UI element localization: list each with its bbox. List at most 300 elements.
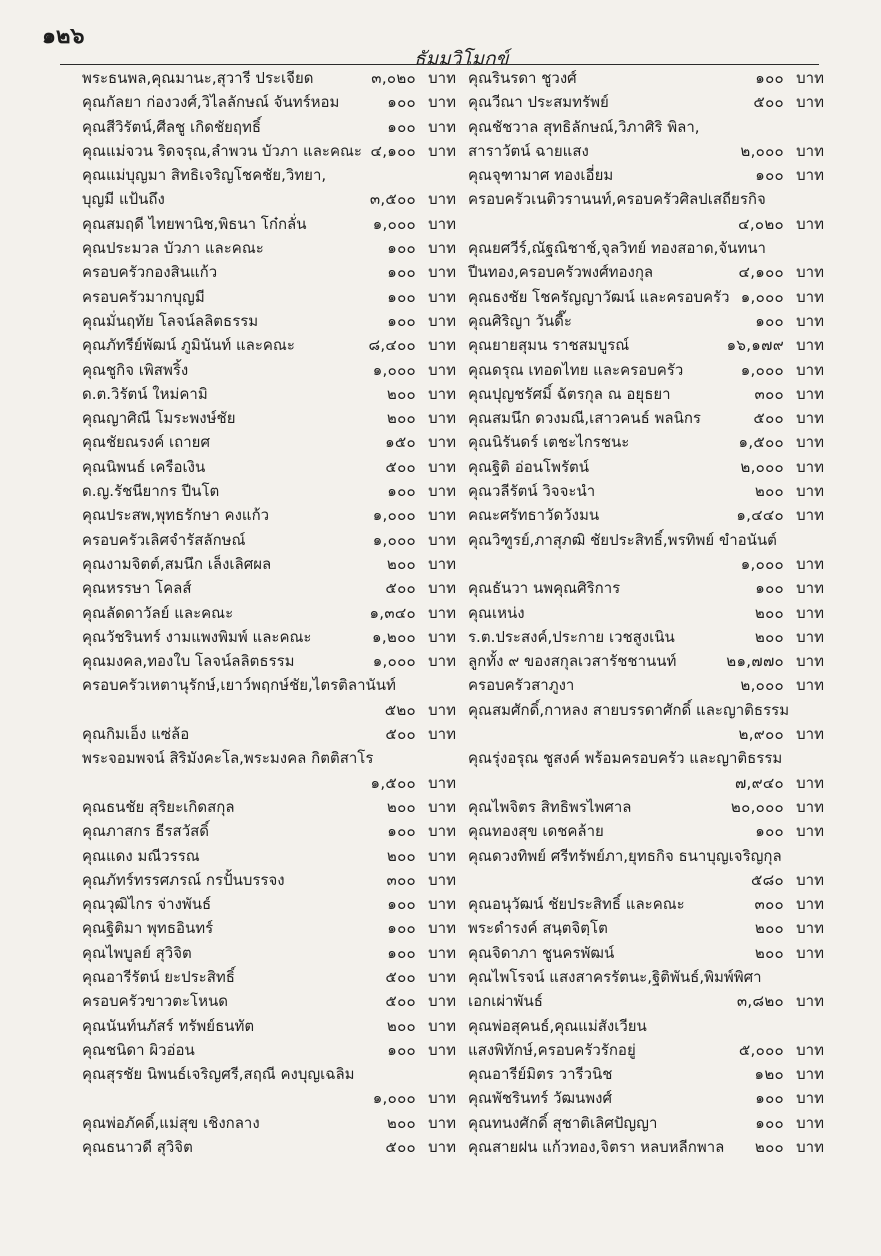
donation-entry — [468, 576, 824, 600]
donation-amount: ๕๐๐ — [385, 1138, 416, 1157]
currency-unit: บาท — [796, 652, 824, 671]
entry-amount-row — [82, 1086, 456, 1110]
currency-unit: บาท — [428, 725, 456, 744]
donation-entry — [82, 1014, 456, 1038]
currency-unit: บาท — [796, 360, 824, 379]
page-title: ธัมมวิโมกข์ — [414, 48, 509, 70]
donation-entry — [82, 406, 456, 430]
donor-name: ครอบครัวขาวตะโหนด — [82, 992, 228, 1011]
entry-name-row — [468, 528, 824, 552]
entry-name-row — [468, 430, 824, 454]
entry-name-row — [82, 382, 456, 406]
donation-amount: ๔,๐๒๐ — [738, 214, 784, 233]
donation-amount: ๕๐๐ — [385, 579, 416, 598]
donor-name: คุณหรรษา โคลส์ — [82, 579, 192, 598]
currency-unit: บาท — [428, 239, 456, 258]
donation-entry — [468, 941, 824, 965]
currency-unit: บาท — [428, 992, 456, 1011]
donor-name: คุณศิริญา วันดี๊ะ — [468, 311, 572, 330]
donor-name: คุณกัลยา ก่องวงศ์,วิไลลักษณ์ จันทร์หอม — [82, 93, 340, 112]
donation-entry — [82, 844, 456, 868]
donation-entry — [82, 892, 456, 916]
entry-name-row — [82, 989, 456, 1013]
entry-name-row — [468, 1038, 824, 1062]
entry-name-row — [82, 358, 456, 382]
donation-amount: ๒๐๐ — [754, 943, 784, 962]
currency-unit: บาท — [428, 652, 456, 671]
donation-entry — [82, 139, 456, 163]
currency-unit: บาท — [428, 797, 456, 816]
donation-amount: ๗,๙๔๐ — [734, 773, 784, 792]
currency-unit: บาท — [796, 1138, 824, 1157]
donation-amount: ๒๐๐ — [754, 627, 784, 646]
entry-name-row — [468, 673, 824, 697]
donor-name: คุณอารีย์มิตร วารีวนิช — [468, 1065, 613, 1084]
donor-name: ครอบครัวเนติวรานนท์,ครอบครัวศิลปเสถียรกิจ — [468, 190, 766, 209]
donation-entry — [82, 916, 456, 940]
entry-name-row — [82, 1038, 456, 1062]
donation-entry — [468, 892, 824, 916]
currency-unit: บาท — [796, 214, 824, 233]
currency-unit: บาท — [796, 676, 824, 695]
donor-name: คุณสมศักดิ์,กาหลง สายบรรดาศักดิ์ และญาติธรรม — [468, 700, 790, 719]
entry-name-row — [468, 819, 824, 843]
donation-amount: ๑๐๐ — [387, 895, 416, 914]
donation-amount: ๒๐๐ — [754, 603, 784, 622]
donation-amount: ๒,๙๐๐ — [738, 725, 784, 744]
entry-name-row — [468, 115, 824, 139]
donation-amount: ๒๐๐ — [386, 1113, 416, 1132]
entry-name-row — [468, 479, 824, 503]
entry-name-row — [82, 260, 456, 284]
donor-name: สาราวัตน์ ฉายแสง — [468, 141, 589, 160]
page-number: ๑๒๖ — [42, 24, 85, 49]
entry-name-row — [468, 1135, 824, 1159]
donation-amount: ๓๐๐ — [754, 384, 784, 403]
donation-amount: ๑,๐๐๐ — [372, 214, 416, 233]
donation-amount: ๕๐๐ — [753, 93, 784, 112]
entry-name-row — [82, 722, 456, 746]
currency-unit: บาท — [796, 919, 824, 938]
donor-name: คุณภาสกร ธีรสวัสดิ์ — [82, 822, 210, 841]
entry-name-row — [82, 309, 456, 333]
currency-unit: บาท — [428, 919, 456, 938]
donor-name: คุณดรุณ เทอดไทย และครอบครัว — [468, 360, 684, 379]
donation-amount: ๒๐๐ — [754, 482, 784, 501]
entry-amount-row — [468, 722, 824, 746]
entry-name-row — [468, 139, 824, 163]
donation-amount: ๑๐๐ — [387, 239, 416, 258]
entry-amount-row — [468, 552, 824, 576]
entry-amount-row — [468, 771, 824, 795]
currency-unit: บาท — [428, 433, 456, 452]
donation-entry — [468, 844, 824, 893]
donation-entry — [468, 1062, 824, 1086]
donation-entry — [468, 479, 824, 503]
currency-unit: บาท — [796, 992, 824, 1011]
donor-name: คุณญาศิณี โมระพงษ์ชัย — [82, 409, 236, 428]
donation-amount: ๓๐๐ — [386, 870, 416, 889]
currency-unit: บาท — [796, 943, 824, 962]
currency-unit: บาท — [796, 336, 824, 355]
entry-name-row — [468, 1086, 824, 1110]
donation-amount: ๑,๔๔๐ — [736, 506, 784, 525]
donation-amount: ๑,๐๐๐ — [740, 554, 784, 573]
entry-name-row — [82, 430, 456, 454]
donor-name: คุณพ่อภัคดิ์,แม่สุข เชิงกลาง — [82, 1113, 260, 1132]
donor-name: คุณฐิติ อ่อนโพรัตน์ — [468, 457, 590, 476]
entry-amount-row — [468, 212, 824, 236]
currency-unit: บาท — [428, 117, 456, 136]
donation-amount: ๒,๐๐๐ — [740, 676, 784, 695]
currency-unit: บาท — [428, 1040, 456, 1059]
currency-unit: บาท — [428, 627, 456, 646]
donation-entry — [468, 698, 824, 747]
donation-entry — [468, 236, 824, 285]
donation-amount: ๕๒๐ — [384, 700, 416, 719]
donation-amount: ๑๐๐ — [387, 482, 416, 501]
donation-entry — [468, 115, 824, 164]
entry-name-row — [468, 406, 824, 430]
donation-amount: ๓,๐๒๐ — [371, 69, 416, 87]
donor-name: ปีนทอง,ครอบครัวพงศ์ทองกุล — [468, 263, 654, 282]
currency-unit: บาท — [428, 214, 456, 233]
donor-name: คุณนิรันดร์ เตชะไกรชนะ — [468, 433, 630, 452]
donation-entry — [82, 382, 456, 406]
donor-name: คุณวลีรัตน์ วิจจะนำ — [468, 482, 596, 501]
donation-entry — [82, 673, 456, 722]
donation-amount: ๕๘๐ — [751, 870, 784, 889]
donation-amount: ๒๐๐ — [386, 384, 416, 403]
entry-name-row — [82, 66, 456, 90]
donor-name: คุณสุรชัย นิพนธ์เจริญศรี,สฤณี คงบุญเฉลิม — [82, 1065, 355, 1084]
entry-name-row — [468, 90, 824, 114]
donation-entry — [468, 649, 824, 673]
entry-name-row — [82, 844, 456, 868]
entry-name-row — [468, 309, 824, 333]
currency-unit: บาท — [428, 530, 456, 549]
donation-amount: ๑๒๐ — [754, 1065, 784, 1084]
entry-name-row — [82, 187, 456, 211]
entry-name-row — [82, 1014, 456, 1038]
donor-name: คุณมงคล,ทองใบ โลจน์ลลิตธรรม — [82, 652, 295, 671]
donation-amount: ๒๐,๐๐๐ — [730, 797, 784, 816]
entry-name-row — [82, 285, 456, 309]
entry-name-row — [468, 503, 824, 527]
donation-entry — [82, 528, 456, 552]
donor-name: คุณชูกิจ เพิสพริ้ง — [82, 360, 189, 379]
entry-name-row — [468, 187, 824, 211]
donation-entry — [82, 455, 456, 479]
donor-name: คุณสมฤดี ไทยพานิช,พิธนา โก๋กลั่น — [82, 214, 307, 233]
entry-name-row — [468, 649, 824, 673]
donation-entry — [468, 187, 824, 236]
currency-unit: บาท — [796, 506, 824, 525]
entry-name-row — [82, 115, 456, 139]
donation-entry — [468, 503, 824, 527]
donation-entry — [82, 722, 456, 746]
entry-name-row — [82, 139, 456, 163]
donor-name: ครอบครัวมากบุญมี — [82, 287, 205, 306]
donation-entry — [82, 90, 456, 114]
entry-name-row — [82, 90, 456, 114]
currency-unit: บาท — [428, 1138, 456, 1157]
header-divider — [60, 64, 819, 65]
donation-entry — [468, 430, 824, 454]
donor-name: คุณจุฑามาศ ทองเอี่ยม — [468, 166, 614, 185]
entry-name-row — [82, 212, 456, 236]
currency-unit: บาท — [428, 360, 456, 379]
donation-amount: ๑๐๐ — [387, 287, 416, 306]
entry-name-row — [468, 795, 824, 819]
donation-entry — [82, 260, 456, 284]
donation-entry — [82, 1111, 456, 1135]
donation-entry — [82, 989, 456, 1013]
donation-amount: ๑,๓๔๐ — [369, 603, 416, 622]
donation-amount: ๑,๐๐๐ — [372, 652, 416, 671]
donation-entry — [468, 601, 824, 625]
currency-unit: บาท — [796, 1040, 824, 1059]
donor-name: คุณภัทรีย์พัฒน์ ภูมินันท์ และคณะ — [82, 336, 295, 355]
entry-name-row — [468, 333, 824, 357]
currency-unit: บาท — [428, 846, 456, 865]
donation-entry — [82, 285, 456, 309]
entry-name-row — [468, 892, 824, 916]
entry-name-row — [82, 673, 456, 697]
donation-amount: ๒๐๐ — [386, 554, 416, 573]
entry-name-row — [82, 455, 456, 479]
donation-amount: ๑๕๐ — [385, 433, 416, 452]
donation-entry — [468, 90, 824, 114]
donation-entry — [82, 333, 456, 357]
currency-unit: บาท — [428, 482, 456, 501]
entry-name-row — [82, 1062, 456, 1086]
donor-list-left — [82, 66, 456, 1159]
entry-name-row — [82, 479, 456, 503]
donation-amount: ๑,๐๐๐ — [740, 360, 784, 379]
donor-name: คุณเหน่ง — [468, 603, 525, 622]
donation-amount: ๑,๐๐๐ — [372, 530, 416, 549]
donation-entry — [468, 819, 824, 843]
donor-name: เอกเผ่าพันธ์ — [468, 992, 543, 1011]
donor-name: คุณรุ่งอรุณ ชูสงค์ พร้อมครอบครัว และญาติธรรม — [468, 749, 783, 768]
entry-name-row — [468, 1111, 824, 1135]
currency-unit: บาท — [428, 603, 456, 622]
donation-entry — [82, 552, 456, 576]
donation-amount: ๑,๐๐๐ — [740, 287, 784, 306]
donation-entry — [468, 1135, 824, 1159]
donor-name: พระดำรงค์ สนฺตจิตฺโต — [468, 919, 608, 938]
donation-amount: ๑๐๐ — [387, 311, 416, 330]
entry-name-row — [82, 746, 456, 770]
donor-name: คณะศรัทธาวัดวังมน — [468, 506, 600, 525]
donation-amount: ๒,๐๐๐ — [740, 141, 784, 160]
donation-amount: ๒๐๐ — [386, 797, 416, 816]
entry-name-row — [82, 1111, 456, 1135]
entry-name-row — [468, 601, 824, 625]
donor-name: คุณรินรดา ชูวงศ์ — [468, 69, 577, 87]
entry-name-row — [468, 236, 824, 260]
donor-name: ครอบครัวเหตานุรักษ์,เยาว์พฤกษ์ชัย,ไตรติลานันท์ — [82, 676, 396, 695]
donor-name: คุณดวงทิพย์ ศรีทรัพย์ภา,ยุทธกิจ ธนาบุญเจริญกุล — [468, 846, 782, 865]
donation-amount: ๕๐๐ — [385, 967, 416, 986]
currency-unit: บาท — [796, 433, 824, 452]
donor-name: ด.ต.วิรัตน์ ใหม่คามิ — [82, 384, 208, 403]
donation-amount: ๒,๐๐๐ — [740, 457, 784, 476]
donation-amount: ๑๐๐ — [755, 1113, 784, 1132]
donation-amount: ๕๐๐ — [385, 992, 416, 1011]
donation-amount: ๕,๐๐๐ — [738, 1040, 784, 1059]
currency-unit: บาท — [796, 1089, 824, 1108]
entry-name-row — [468, 1014, 824, 1038]
donation-amount: ๑๐๐ — [387, 919, 416, 938]
donation-amount: ๘,๔๐๐ — [368, 336, 416, 355]
donation-entry — [468, 625, 824, 649]
donor-name: คุณอารีรัตน์ ยะประสิทธิ์ — [82, 967, 235, 986]
donation-entry — [468, 66, 824, 90]
currency-unit: บาท — [796, 627, 824, 646]
entry-name-row — [468, 1062, 824, 1086]
donor-name: คุณธงชัย โชครัญญาวัฒน์ และครอบครัว — [468, 287, 730, 306]
entry-name-row — [82, 406, 456, 430]
entry-name-row — [82, 868, 456, 892]
currency-unit: บาท — [796, 69, 824, 87]
currency-unit: บาท — [796, 1065, 824, 1084]
currency-unit: บาท — [796, 384, 824, 403]
donor-name: คุณนิพนธ์ เครือเงิน — [82, 457, 206, 476]
currency-unit: บาท — [428, 409, 456, 428]
entry-name-row — [82, 528, 456, 552]
entry-name-row — [468, 66, 824, 90]
donation-entry — [468, 916, 824, 940]
donation-amount: ๒๐๐ — [754, 1138, 784, 1157]
donation-amount: ๕๐๐ — [753, 409, 784, 428]
donor-name: ด.ญ.รัชนียากร ปีนโต — [82, 482, 220, 501]
currency-unit: บาท — [796, 822, 824, 841]
entry-name-row — [468, 455, 824, 479]
donation-entry — [468, 333, 824, 357]
donation-entry — [82, 746, 456, 795]
donation-entry — [82, 625, 456, 649]
donation-entry — [468, 795, 824, 819]
donor-name: คุณแม่จวน ริดจรุณ,ลำพวน บัวภา และคณะ — [82, 141, 362, 160]
donation-amount: ๒๑,๗๗๐ — [726, 652, 784, 671]
donor-name: คุณวุฒิไกร จ่างพันธ์ — [82, 895, 212, 914]
donation-amount: ๑๐๐ — [755, 166, 784, 185]
entry-name-row — [468, 285, 824, 309]
currency-unit: บาท — [428, 870, 456, 889]
donation-amount: ๓,๕๐๐ — [369, 190, 416, 209]
donation-entry — [82, 479, 456, 503]
currency-unit: บาท — [428, 69, 456, 87]
donation-amount: ๑,๕๐๐ — [738, 433, 784, 452]
entry-name-row — [468, 965, 824, 989]
donor-name: พระจอมพจน์ สิริมังคะโล,พระมงคล กิตติสาโร — [82, 749, 374, 768]
donation-entry — [82, 1038, 456, 1062]
currency-unit: บาท — [428, 1016, 456, 1035]
entry-name-row — [468, 260, 824, 284]
donor-name: คุณไพจิตร สิทธิพรไพศาล — [468, 797, 632, 816]
donation-amount: ๒๐๐ — [386, 846, 416, 865]
entry-name-row — [82, 625, 456, 649]
donor-list-right — [468, 66, 824, 1159]
entry-name-row — [82, 333, 456, 357]
donation-entry — [82, 649, 456, 673]
donor-name: ร.ต.ประสงค์,ประกาย เวชสูงเนิน — [468, 627, 675, 646]
donation-amount: ๑๖,๑๗๙ — [726, 336, 784, 355]
entry-name-row — [82, 163, 456, 187]
donor-name: คุณฐิติมา พุทธอินทร์ — [82, 919, 214, 938]
donor-name: คุณปุญชรัศมิ์ ฉัตรกุล ณ อยุธยา — [468, 384, 671, 403]
donation-amount: ๔,๑๐๐ — [738, 263, 784, 282]
currency-unit: บาท — [796, 409, 824, 428]
currency-unit: บาท — [796, 263, 824, 282]
entry-name-row — [82, 941, 456, 965]
donation-entry — [468, 1086, 824, 1110]
donation-entry — [468, 746, 824, 795]
currency-unit: บาท — [796, 797, 824, 816]
donor-name: ครอบครัวสาภูงา — [468, 676, 575, 695]
donation-entry — [468, 358, 824, 382]
donation-entry — [82, 115, 456, 139]
donor-name: คุณวัชรินทร์ งามแพงพิมพ์ และคณะ — [82, 627, 312, 646]
donation-entry — [82, 503, 456, 527]
entry-name-row — [468, 382, 824, 406]
donation-amount: ๑๐๐ — [387, 1040, 416, 1059]
currency-unit: บาท — [796, 457, 824, 476]
donation-amount: ๑๐๐ — [755, 69, 784, 87]
donation-amount: ๑,๐๐๐ — [372, 360, 416, 379]
entry-name-row — [82, 236, 456, 260]
entry-name-row — [468, 698, 824, 722]
currency-unit: บาท — [796, 554, 824, 573]
donor-name: คุณสายฝน แก้วทอง,จิตรา หลบหลีกพาล — [468, 1138, 725, 1157]
donor-name: คุณประมวล บัวภา และคณะ — [82, 239, 264, 258]
currency-unit: บาท — [428, 579, 456, 598]
entry-name-row — [82, 795, 456, 819]
donor-name: ครอบครัวกองสินแก้ว — [82, 263, 218, 282]
donation-entry — [468, 965, 824, 1014]
donor-name: คุณอนุวัฒน์ ชัยประสิทธิ์ และคณะ — [468, 895, 685, 914]
donation-entry — [468, 455, 824, 479]
entry-name-row — [82, 892, 456, 916]
currency-unit: บาท — [428, 141, 456, 160]
donation-amount: ๑๐๐ — [387, 93, 416, 112]
donor-name: คุณลัดดาวัลย์ และคณะ — [82, 603, 234, 622]
donation-amount: ๑๐๐ — [755, 822, 784, 841]
donation-entry — [82, 1135, 456, 1159]
donation-entry — [468, 673, 824, 697]
donation-entry — [82, 819, 456, 843]
entry-amount-row — [82, 771, 456, 795]
donation-entry — [82, 163, 456, 212]
currency-unit: บาท — [796, 895, 824, 914]
donor-name: คุณกิมเอ็ง แซ่ล้อ — [82, 725, 190, 744]
currency-unit: บาท — [796, 870, 824, 889]
donation-amount: ๑,๐๐๐ — [372, 1089, 416, 1108]
donation-amount: ๑๐๐ — [755, 1089, 784, 1108]
donation-entry — [468, 285, 824, 309]
currency-unit: บาท — [428, 1113, 456, 1132]
currency-unit: บาท — [796, 141, 824, 160]
donation-entry — [82, 66, 456, 90]
donation-amount: ๑๐๐ — [755, 311, 784, 330]
donation-entry — [82, 965, 456, 989]
donation-entry — [82, 358, 456, 382]
donor-name: ครอบครัวเลิศจำรัสลักษณ์ — [82, 530, 246, 549]
currency-unit: บาท — [428, 773, 456, 792]
currency-unit: บาท — [796, 1113, 824, 1132]
